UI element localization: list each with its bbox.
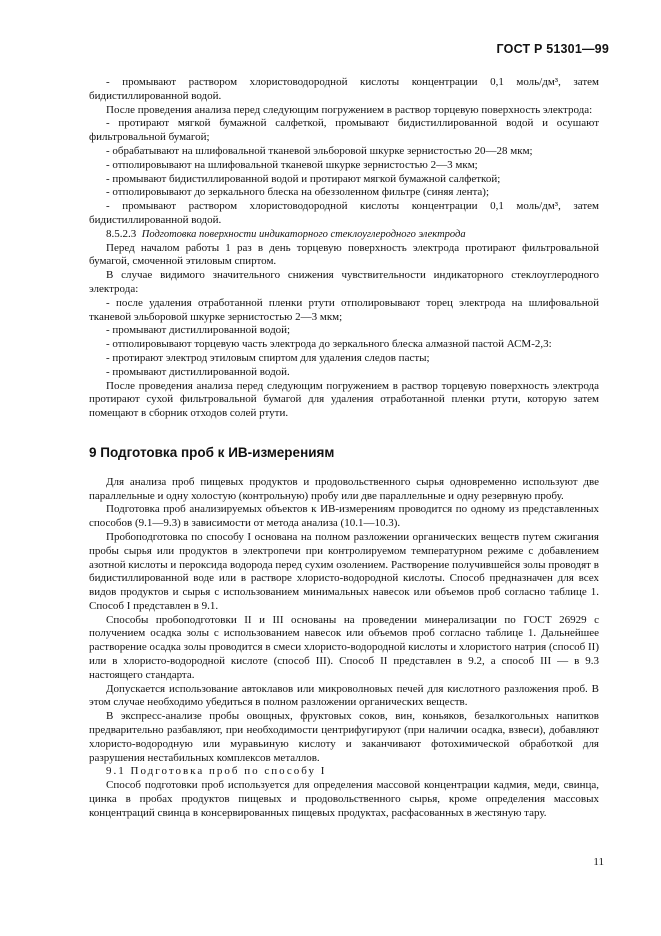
paragraph: - промывают дистиллированной водой. [106, 365, 290, 378]
paragraph: После проведения анализа перед следующим погружением в раствор торцевую поверхность электрода протирают сухой фильтровальной бумагой для удаления отработанной пленки ртути, которую затем помещают в сборник отходов солей ртути. [89, 379, 599, 420]
paragraph: - обрабатывают на шлифовальной тканевой эльборовой шкурке зернистостью 20—28 мкм; [106, 144, 533, 157]
paragraph: - промывают раствором хлористоводородной кислоты концентрации 0,1 моль/дм³, затем бидистиллированной водой. [89, 200, 599, 226]
paragraph: - протирают мягкой бумажной салфеткой, промывают бидистиллированной водой и осушают фильтровальной бумагой; [89, 117, 599, 144]
paragraph: После проведения анализа перед следующим погружением в раствор торцевую поверхность электрода: [106, 103, 593, 116]
paragraph: Пробоподготовка по способу I основана на полном разложении органических веществ путем сжигания пробы сырья или продуктов в электропечи при контролируемом температурном режиме с добавлением азотной кислоты и пероксида водорода перед сухим озолением. Растворение получившейся золы проводят в бидистиллированной воде или в растворе хлористо-водородной кислоты. Способ предназначен для всех видов продуктов и сырья с использованием минимальных навесок или объемов проб согласно таблице 1. Способ I представлен в 9.1. [89, 530, 599, 612]
paragraph: Перед началом работы 1 раз в день торцевую поверхность электрода протирают фильтровальной бумагой, смоченной этиловым спиртом. [89, 241, 599, 268]
paragraph: Допускается использование автоклавов или микроволновых печей для кислотного разложения проб. В этом случае необходимо убедиться в полном разложении органических веществ. [89, 682, 599, 709]
paragraph: - промывают раствором хлористоводородной кислоты концентрации 0,1 моль/дм³, затем бидистиллированной водой. [89, 76, 599, 102]
standard-designation: ГОСТ Р 51301—99 [496, 42, 609, 56]
paragraph: Для анализа проб пищевых продуктов и продовольственного сырья одновременно используют две параллельные и одну холостую (контрольную) пробу или две параллельные и одну резервную пробу. [89, 475, 599, 502]
section-heading: 9 Подготовка проб к ИВ-измерениям [89, 444, 335, 460]
paragraph: - отполировывают на шлифовальной тканевой шкурке зернистостью 2—3 мкм; [106, 158, 478, 171]
paragraph: - отполировывают торцевую часть электрода до зеркального блеска алмазной пастой АСМ-2,3: [106, 338, 552, 351]
paragraph: Способы пробоподготовки II и III основаны на проведении минерализации по ГОСТ 26929 с получением осадка золы с использованием навесок или объемов проб согласно таблице 1. Дальнейшее растворение осадка золы проводится в смеси хлористо-водородной кислоты и хлористого натрия (способ II) или в хлористо-водородной кислоте (способ III). Способ II представлен в 9.2, а способ III — в 9.3 настоящего стандарта. [89, 613, 599, 681]
subsection-heading [89, 228, 599, 242]
paragraph: - промывают бидистиллированной водой и протирают мягкой бумажной салфеткой; [106, 172, 501, 185]
paragraph: - после удаления отработанной пленки ртути отполировывают торец электрода на шлифовальной тканевой эльборовой шкурке зернистостью 2—3 мкм; [89, 296, 599, 323]
paragraph: В экспресс-анализе пробы овощных, фруктовых соков, вин, коньяков, безалкогольных напитков предварительно разбавляют, при необходимости центрифугируют (при наличии осадка, взвеси), добавляют хлористо-водородную или муравьиную кислоту и заканчивают фотохимической обработкой для разрушения нестабильных комплексов металлов. [89, 710, 599, 764]
paragraph: - протирают электрод этиловым спиртом для удаления следов пасты; [106, 351, 430, 364]
paragraph: - промывают дистиллированной водой; [106, 324, 291, 337]
page-number: 11 [593, 856, 604, 868]
subsection-title: Подготовка поверхности индикаторного стеклоуглеродного электрода [141, 228, 466, 240]
paragraph: - отполировывают до зеркального блеска на обеззоленном фильтре (синяя лента); [106, 186, 490, 199]
paragraph: Способ подготовки проб используется для определения массовой концентрации кадмия, меди, свинца, цинка в пробах продуктов пищевых и продовольственного сырья, кроме определения массовых концентраций свинца в консервированных пищевых продуктах, расфасованных в жестяную тару. [89, 779, 599, 819]
paragraph: Подготовка проб анализируемых объектов к ИВ-измерениям проводится по одному из представленных способов (9.1—9.3) в зависимости от метода анализа (10.1—10.3). [89, 503, 599, 530]
subsection-heading: 9.1 Подготовка проб по способу I [106, 765, 327, 778]
paragraph: В случае видимого значительного снижения чувствительности индикаторного стеклоуглеродного электрода: [89, 269, 599, 295]
page-content [89, 76, 599, 821]
subsection-number: 8.5.2.3 [106, 227, 137, 240]
